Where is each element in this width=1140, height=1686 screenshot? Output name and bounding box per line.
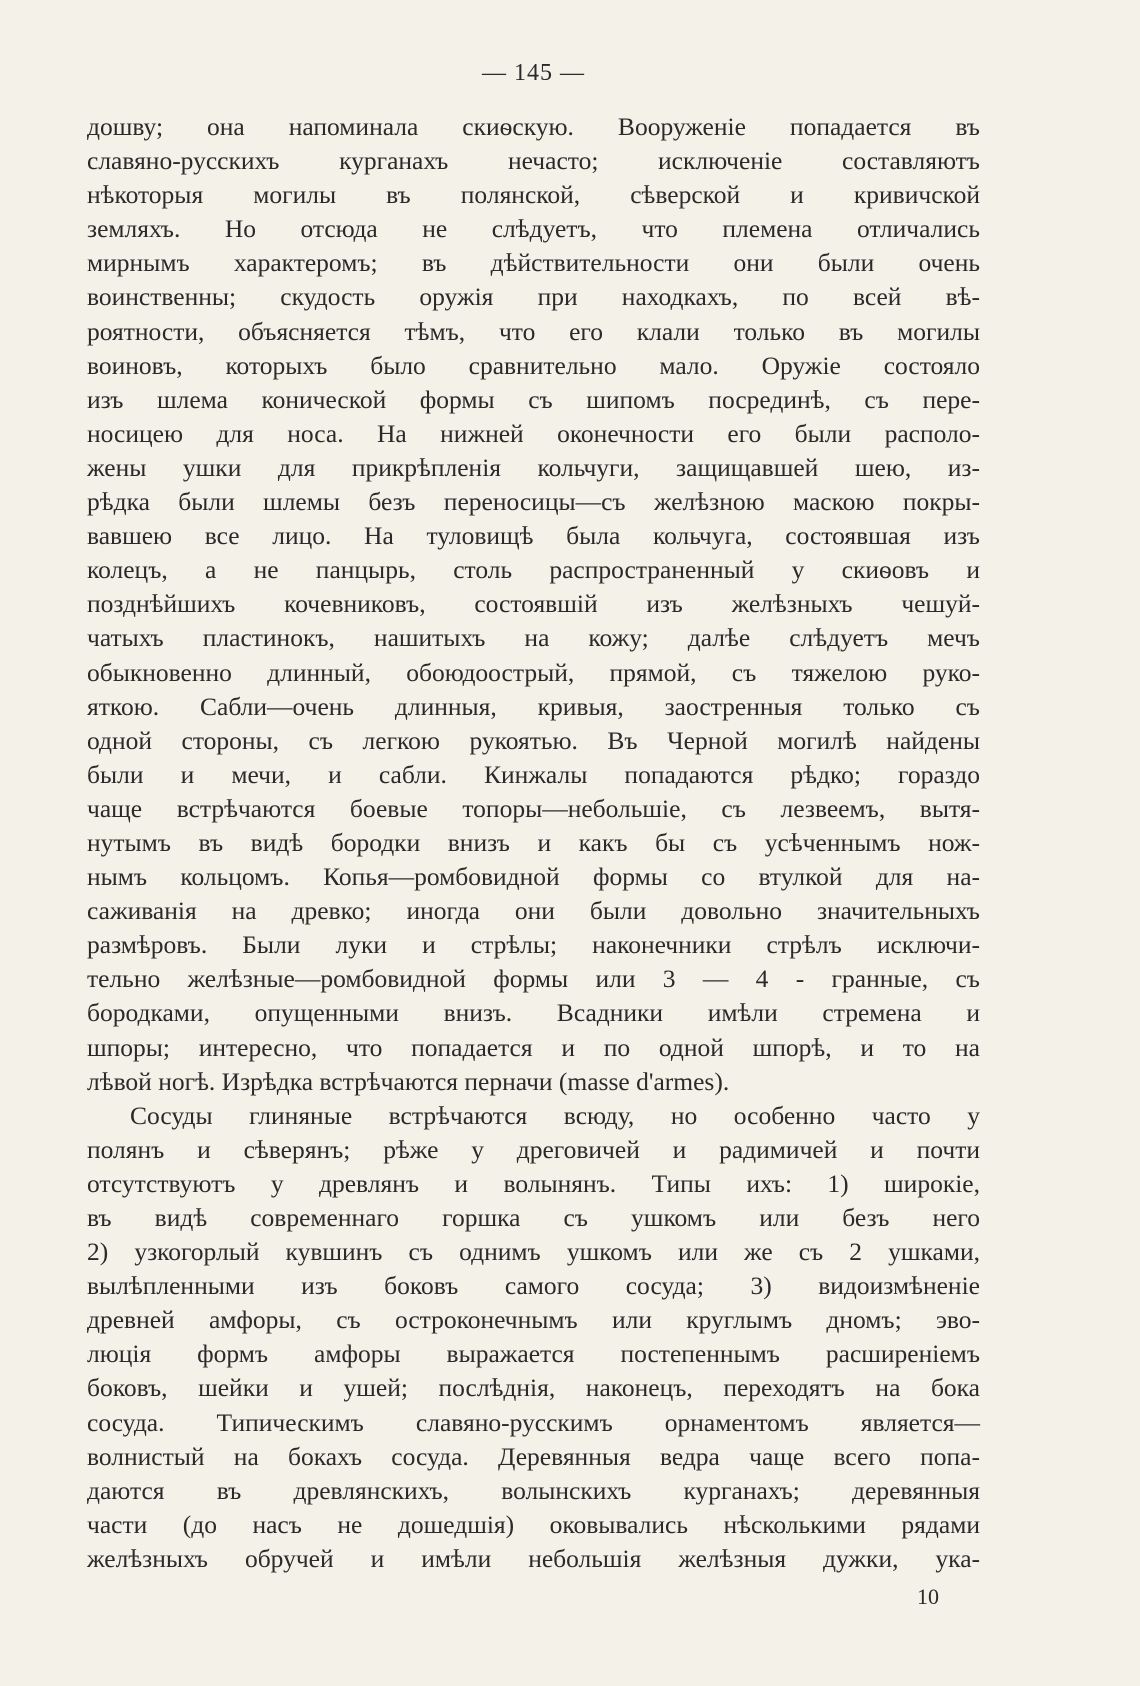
text-line: славяно-русскихъ курганахъ нечасто; исключеніе составляютъ [87,146,980,176]
text-line: даются въ древлянскихъ, волынскихъ курганахъ; деревянныя [87,1475,980,1505]
text-line: люція формъ амфоры выражается постепеннымъ расширеніемъ [87,1339,980,1369]
text-line: носицею для носа. На нижней оконечности его были располо- [87,418,980,448]
text-line: Сосуды глиняные встрѣчаются всюду, но особенно часто у [130,1100,980,1130]
text-line: рѣдка были шлемы безъ переносицы—съ желѣзною маскою покры- [87,487,980,517]
text-line: въ видѣ современнаго горшка съ ушкомъ или безъ него [87,1203,980,1232]
text-line: отсутствуютъ у древлянъ и волынянъ. Типы ихъ: 1) широкіе, [87,1168,980,1198]
text-line: нѣкоторыя могилы въ полянской, сѣверской и кривичской [87,180,980,210]
text-line: желѣзныхъ обручей и имѣли небольшія желѣзныя дужки, ука- [87,1543,980,1573]
text-line: нымъ кольцомъ. Копья—ромбовидной формы со втулкой для на- [87,862,980,892]
text-line: роятности, объясняется тѣмъ, что его клали только въ могилы [87,316,980,346]
text-line: шпоры; интересно, что попадается и по одной шпорѣ, и то на [87,1032,980,1062]
text-line: были и мечи, и сабли. Кинжалы попадаются рѣдко; гораздо [87,759,980,789]
text-line: бородками, опущенными внизъ. Всадники имѣли стремена и [87,998,980,1028]
signature-mark: 10 [917,1584,939,1609]
text-line: яткою. Сабли—очень длинныя, кривыя, заостренныя только съ [87,691,980,721]
page-number: — 145 — [482,60,585,86]
text-line: воиновъ, которыхъ было сравнительно мало. Оружіе состояло [87,350,980,380]
text-line: земляхъ. Но отсюда не слѣдуетъ, что племена отличались [87,214,980,244]
text-line: тельно желѣзные—ромбовидной формы или 3 — 4 - гранные, съ [87,964,980,994]
text-line: вылѣпленными изъ боковъ самого сосуда; 3) видоизмѣненіе [87,1271,980,1301]
text-line: чаще встрѣчаются боевые топоры—небольшіе, съ лезвеемъ, вытя- [87,793,980,823]
text-line: изъ шлема конической формы съ шипомъ посрединѣ, съ пере- [87,384,980,414]
text-line: размѣровъ. Были луки и стрѣлы; наконечники стрѣлъ исключи- [87,930,980,960]
text-line: сосуда. Типическимъ славяно-русскимъ орнаментомъ является— [87,1407,980,1437]
text-line: воинственны; скудость оружія при находкахъ, по всей вѣ- [87,282,980,312]
paragraph-weapons [87,110,980,1099]
text-line: нутымъ въ видѣ бородки внизъ и какъ бы съ усѣченнымъ нож- [87,827,980,857]
text-line: лѣвой ногѣ. Изрѣдка встрѣчаются перначи (masse d'armes). [87,1066,730,1096]
text-line: части (до насъ не дошедшія) оковывались нѣсколькими рядами [87,1509,980,1539]
text-line: 2) узкогорлый кувшинъ съ однимъ ушкомъ или же съ 2 ушками, [87,1237,980,1267]
paragraph-vessels [87,1099,980,1576]
text-line: древней амфоры, съ остроконечнымъ или круглымъ дномъ; эво- [87,1305,980,1335]
text-line: саживанія на древко; иногда они были довольно значительныхъ [87,896,980,926]
text-line: волнистый на бокахъ сосуда. Деревянныя ведра чаще всего попа- [87,1441,980,1471]
text-line: мирнымъ характеромъ; въ дѣйствительности они были очень [87,248,980,278]
text-line: обыкновенно длинный, обоюдоострый, прямой, съ тяжелою руко- [87,657,980,687]
text-line: жены ушки для прикрѣпленія кольчуги, защищавшей шею, из- [87,452,980,482]
text-line: полянъ и сѣверянъ; рѣже у дреговичей и радимичей и почти [87,1134,980,1164]
text-line: чатыхъ пластинокъ, нашитыхъ на кожу; далѣе слѣдуетъ мечъ [87,623,980,653]
text-line: дошву; она напоминала скиѳскую. Вооруженіе попадается въ [87,112,980,141]
text-line: одной стороны, съ легкою рукоятью. Въ Черной могилѣ найдены [87,725,980,755]
text-line: боковъ, шейки и ушей; послѣднія, наконецъ, переходятъ на бока [87,1373,980,1403]
text-line: вавшею все лицо. На туловищѣ была кольчуга, состоявшая изъ [87,521,980,551]
text-body [87,110,980,1576]
book-page [87,0,980,1686]
text-line: колецъ, а не панцырь, столь распространенный у скиѳовъ и [87,555,980,585]
text-line: позднѣйшихъ кочевниковъ, состоявшій изъ желѣзныхъ чешуй- [87,589,980,619]
